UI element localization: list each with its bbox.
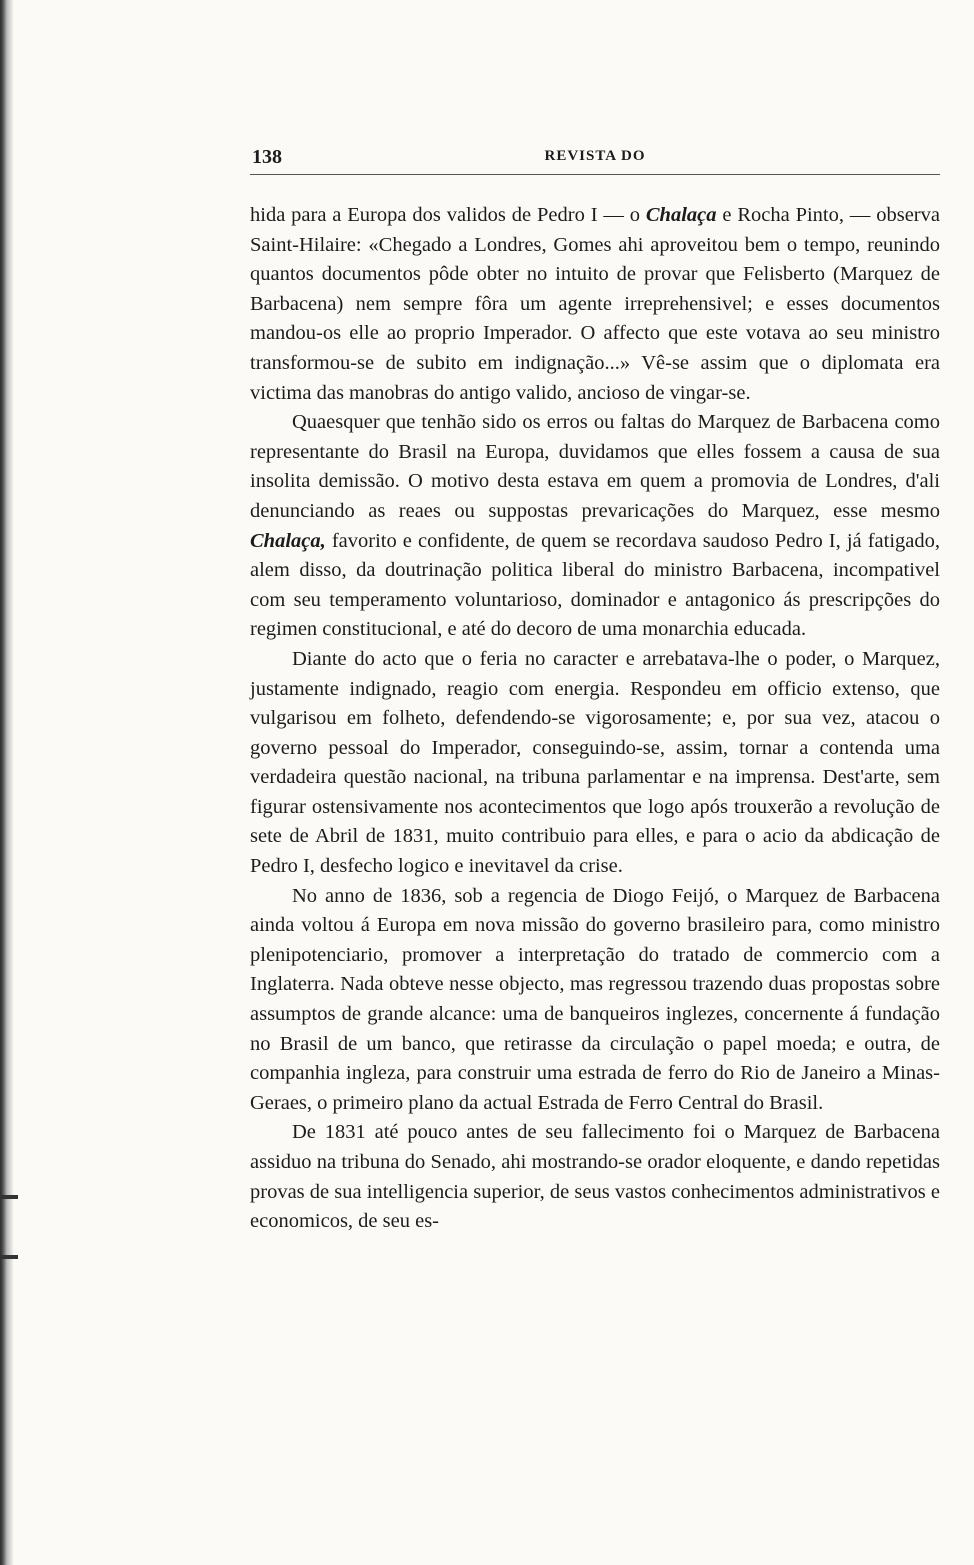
page-binding-edge bbox=[0, 0, 14, 1565]
binding-mark bbox=[0, 1255, 18, 1259]
page-number: 138 bbox=[252, 146, 282, 168]
text-run: Diante do acto que o feria no caracter e arrebatava-lhe o poder, o Marquez, justamente indignado, reagio com energia. Respondeu em officio extenso, que vulgarisou em folheto, defendendo-se vigorosamente; e, por sua vez, atacou o governo pessoal do Imperador, conseguindo-se, assim, tornar a contenda uma verdadeira questão nacional, na tribuna parlamentar e na imprensa. Dest'arte, sem figurar ostensivamente nos acontecimentos que logo após trouxerão a revolução de sete de Abril de 1831, muito contribuio para elles, e para o acio da abdicação de Pedro I, desfecho logico e inevitavel da crise. bbox=[250, 647, 940, 878]
book-page bbox=[250, 140, 940, 1237]
binding-mark bbox=[0, 1195, 18, 1199]
paragraph bbox=[250, 882, 940, 1119]
text-run: De 1831 até pouco antes de seu fallecimento foi o Marquez de Barbacena assiduo na tribuna do Senado, ahi mostrando-se orador eloquente, e dando repetidas provas de sua intelligencia superior, de seus vastos conhecimentos administrativos e economicos, de seu es- bbox=[250, 1121, 940, 1233]
paragraph bbox=[250, 408, 940, 645]
text-run: hida para a Europa dos validos de Pedro I — o bbox=[250, 204, 646, 226]
italic-name: Chalaça, bbox=[250, 529, 326, 552]
running-title: REVISTA DO bbox=[544, 148, 646, 164]
body-text bbox=[250, 201, 940, 1237]
text-run: favorito e confidente, de quem se recordava saudoso Pedro I, já fatigado, alem disso, da doutrinação politica liberal do ministro Barbacena, incompativel com seu temperamento voluntarioso, dominador e antagonico ás prescripções do regimen constitucional, e até do decoro de uma monarchia educada. bbox=[250, 529, 940, 641]
paragraph bbox=[250, 201, 940, 408]
italic-name: Chalaça bbox=[645, 204, 717, 226]
paragraph bbox=[250, 1118, 940, 1236]
text-run: e Rocha Pinto, — observa Saint-Hilaire: «Chegado a Londres, Gomes ahi aproveitou bem o tempo, reunindo quantos documentos pôde obter no intuito de provar que Felisberto (Marquez de Barbacena) nem sempre fôra um agente irreprehensivel; e esses documentos mandou-os elle ao proprio Imperador. O affecto que este votava ao seu ministro transformou-se de subito em indignação...» Vê-se assim que o diplomata era victima das manobras do antigo valido, ancioso de vingar-se. bbox=[250, 204, 940, 404]
paragraph bbox=[250, 645, 940, 882]
text-run: No anno de 1836, sob a regencia de Diogo Feijó, o Marquez de Barbacena ainda voltou á Europa em nova missão do governo brasileiro para, como ministro plenipotenciario, promover a interpretação do tratado de commercio com a Inglaterra. Nada obteve nesse objecto, mas regressou trazendo duas propostas sobre assumptos de grande alcance: uma de banqueiros inglezes, concernente á fundação no Brasil de um banco, que retirasse da circulação o papel moeda; e outra, de companhia ingleza, para construir uma estrada de ferro do Rio de Janeiro a Minas-Geraes, o primeiro plano da actual Estrada de Ferro Central do Brasil. bbox=[250, 884, 940, 1114]
running-head bbox=[250, 140, 940, 175]
text-run: Quaesquer que tenhão sido os erros ou faltas do Marquez de Barbacena como representante do Brasil na Europa, duvidamos que elles fossem a causa de sua insolita demissão. O motivo desta estava em quem a promovia de Londres, d'ali denunciando as reaes ou suppostas prevaricações do Marquez, esse mesmo bbox=[250, 411, 940, 522]
